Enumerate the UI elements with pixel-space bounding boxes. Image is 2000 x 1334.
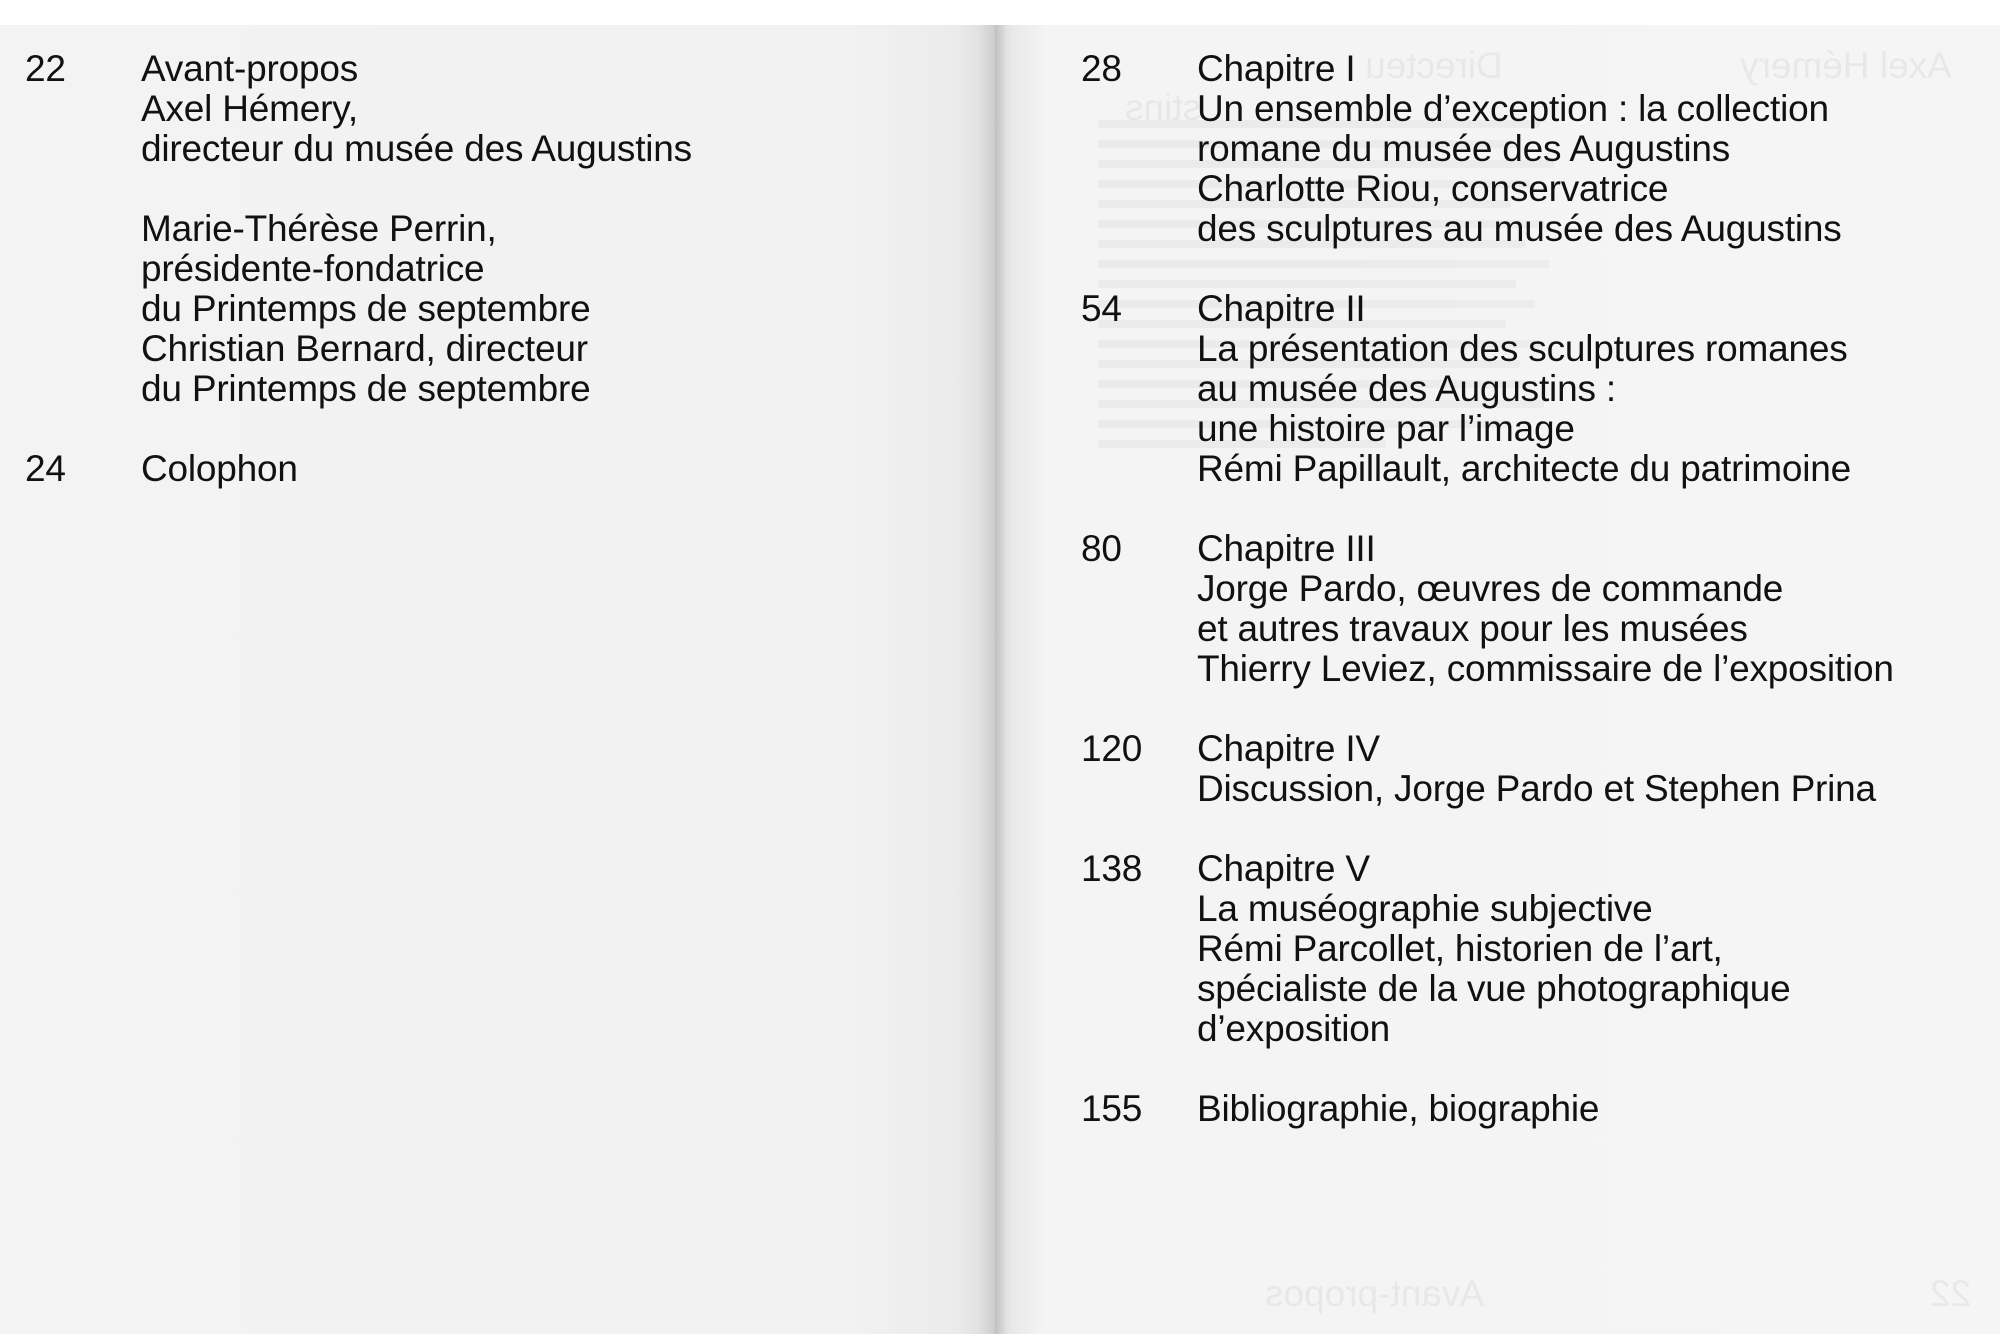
toc-line: Chapitre I bbox=[1197, 48, 1356, 89]
toc-line: Rémi Parcollet, historien de l’art, bbox=[1197, 928, 1723, 969]
toc-line: d’exposition bbox=[1197, 1008, 1391, 1049]
toc-page-number: 155 bbox=[1081, 1088, 1143, 1129]
toc-line: La présentation des sculptures romanes bbox=[1197, 328, 1848, 369]
toc-line: Charlotte Riou, conservatrice bbox=[1197, 168, 1669, 209]
ghost-line bbox=[1098, 280, 1516, 288]
toc-line: Un ensemble d’exception : la collection bbox=[1197, 88, 1829, 129]
toc-page-number: 24 bbox=[25, 448, 66, 489]
toc-line: Chapitre V bbox=[1197, 848, 1370, 889]
toc-entry-text bbox=[1197, 1089, 1599, 1129]
toc-line: du Printemps de septembre bbox=[141, 368, 591, 409]
toc-line: romane du musée des Augustins bbox=[1197, 128, 1731, 169]
toc-line: Bibliographie, biographie bbox=[1197, 1088, 1600, 1129]
right-page bbox=[995, 25, 2000, 1334]
ghost-line bbox=[1098, 260, 1549, 268]
show-through-footer-number: 22 bbox=[1930, 1273, 1972, 1314]
toc-line: présidente-fondatrice bbox=[141, 248, 485, 289]
toc-line: Marie-Thérèse Perrin, bbox=[141, 208, 497, 249]
toc-entry-text bbox=[141, 49, 692, 409]
toc-line: Christian Bernard, directeur bbox=[141, 328, 588, 369]
toc-entry-text bbox=[1197, 49, 1842, 249]
show-through-heading: Directeu bbox=[1365, 45, 1503, 86]
toc-line: Chapitre III bbox=[1197, 528, 1376, 569]
toc-page-number: 22 bbox=[25, 48, 66, 89]
toc-line: et autres travaux pour les musées bbox=[1197, 608, 1748, 649]
toc-line: au musée des Augustins : bbox=[1197, 368, 1616, 409]
left-page bbox=[0, 25, 995, 1334]
toc-line: Chapitre II bbox=[1197, 288, 1366, 329]
toc-entry-text bbox=[1197, 529, 1894, 689]
toc-line: Rémi Papillault, architecte du patrimoine bbox=[1197, 448, 1852, 489]
toc-page-number: 54 bbox=[1081, 288, 1122, 329]
toc-line: Chapitre IV bbox=[1197, 728, 1380, 769]
toc-line: Thierry Leviez, commissaire de l’exposition bbox=[1197, 648, 1894, 689]
show-through-heading: stins bbox=[1125, 87, 1202, 128]
toc-page-number: 80 bbox=[1081, 528, 1122, 569]
toc-entry-text bbox=[141, 449, 298, 489]
toc-line: spécialiste de la vue photographique bbox=[1197, 968, 1791, 1009]
book-spread bbox=[0, 25, 2000, 1334]
toc-line: Colophon bbox=[141, 448, 298, 489]
toc-page-number: 138 bbox=[1081, 848, 1143, 889]
toc-entry-text bbox=[1197, 849, 1790, 1049]
toc-line: Axel Hémery, bbox=[141, 88, 358, 129]
toc-entry-text bbox=[1197, 729, 1876, 809]
toc-line: Jorge Pardo, œuvres de commande bbox=[1197, 568, 1784, 609]
toc-line: des sculptures au musée des Augustins bbox=[1197, 208, 1842, 249]
toc-line: Avant-propos bbox=[141, 48, 358, 89]
toc-line-spacer bbox=[141, 169, 692, 209]
toc-line: directeur du musée des Augustins bbox=[141, 128, 692, 169]
toc-page-number: 120 bbox=[1081, 728, 1143, 769]
toc-line: La muséographie subjective bbox=[1197, 888, 1653, 929]
toc-entry-text bbox=[1197, 289, 1851, 489]
toc-line: du Printemps de septembre bbox=[141, 288, 591, 329]
toc-line: une histoire par l’image bbox=[1197, 408, 1575, 449]
toc-line: Discussion, Jorge Pardo et Stephen Prina bbox=[1197, 768, 1876, 809]
toc-page-number: 28 bbox=[1081, 48, 1122, 89]
show-through-heading: Axel Hémery bbox=[1740, 45, 1952, 86]
show-through-footer-title: Avant-propos bbox=[1265, 1273, 1485, 1314]
